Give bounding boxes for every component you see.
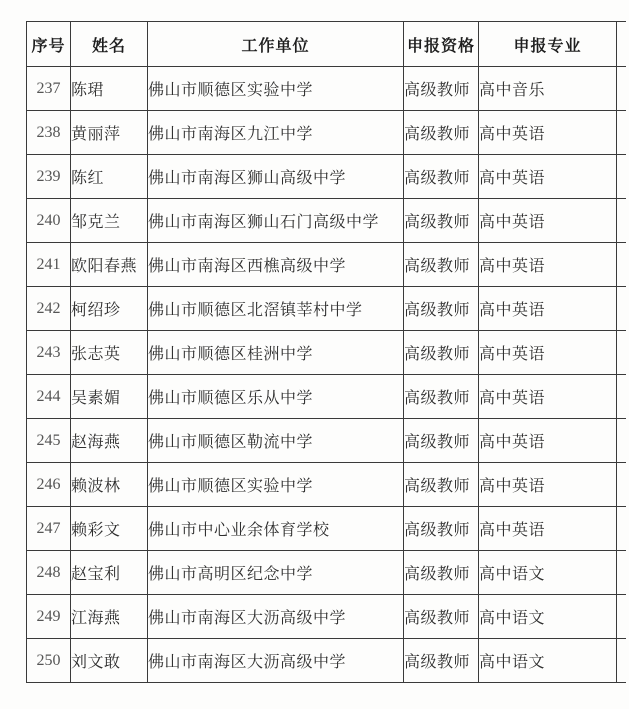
cell-major: 高中英语 [479,199,617,243]
cell-major: 高中英语 [479,155,617,199]
cell-no: 242 [27,287,71,331]
cell-qualification: 高级教师 [404,463,479,507]
cell-name: 赖波林 [71,463,148,507]
cell-name: 柯绍珍 [71,287,148,331]
cell-unit: 佛山市南海区大沥高级中学 [148,595,404,639]
header-name: 姓名 [71,22,148,67]
cell-qualification: 高级教师 [404,155,479,199]
cell-major: 高中语文 [479,551,617,595]
cell-unit: 佛山市南海区狮山高级中学 [148,155,404,199]
cell-qualification: 高级教师 [404,507,479,551]
cell-qualification: 高级教师 [404,287,479,331]
table-row [27,463,629,507]
cell-major: 高中英语 [479,331,617,375]
cell-unit: 佛山市南海区狮山石门高级中学 [148,199,404,243]
cell-no: 248 [27,551,71,595]
cell-major: 高中英语 [479,463,617,507]
cell-qualification: 高级教师 [404,639,479,683]
cell-name: 陈红 [71,155,148,199]
cell-major: 高中英语 [479,419,617,463]
cell-unit: 佛山市顺德区北滘镇莘村中学 [148,287,404,331]
table-row [27,67,629,111]
cell-no: 239 [27,155,71,199]
cell-name: 欧阳春燕 [71,243,148,287]
cell-no: 244 [27,375,71,419]
cell-name: 赵海燕 [71,419,148,463]
cell-unit: 佛山市顺德区勒流中学 [148,419,404,463]
table-row [27,375,629,419]
cell-no: 240 [27,199,71,243]
cell-qualification: 高级教师 [404,595,479,639]
cell-name: 黄丽萍 [71,111,148,155]
cell-unit: 佛山市南海区大沥高级中学 [148,639,404,683]
cell-name: 张志英 [71,331,148,375]
header-major: 申报专业 [479,22,617,67]
cell-name: 刘文敢 [71,639,148,683]
cell-qualification: 高级教师 [404,199,479,243]
table-row [27,419,629,463]
cell-major: 高中英语 [479,243,617,287]
cell-unit: 佛山市顺德区实验中学 [148,67,404,111]
cell-qualification: 高级教师 [404,331,479,375]
cell-unit: 佛山市顺德区实验中学 [148,463,404,507]
table-row [27,551,629,595]
applicant-table [26,21,629,683]
cell-no: 247 [27,507,71,551]
table-body [27,67,629,683]
table-row [27,331,629,375]
cell-major: 高中语文 [479,639,617,683]
cell-name: 赖彩文 [71,507,148,551]
table-row [27,595,629,639]
cell-major: 高中语文 [479,595,617,639]
cell-qualification: 高级教师 [404,243,479,287]
cell-qualification: 高级教师 [404,551,479,595]
cell-major: 高中英语 [479,287,617,331]
cell-name: 江海燕 [71,595,148,639]
cell-unit: 佛山市南海区西樵高级中学 [148,243,404,287]
cell-qualification: 高级教师 [404,67,479,111]
cell-no: 241 [27,243,71,287]
cell-no: 245 [27,419,71,463]
header-unit: 工作单位 [148,22,404,67]
cell-no: 238 [27,111,71,155]
cell-name: 吴素媚 [71,375,148,419]
cell-unit: 佛山市顺德区桂洲中学 [148,331,404,375]
cell-unit: 佛山市顺德区乐从中学 [148,375,404,419]
cell-major: 高中音乐 [479,67,617,111]
table-row [27,243,629,287]
cell-major: 高中英语 [479,111,617,155]
table-header-row [27,22,629,67]
cell-name: 陈珺 [71,67,148,111]
cell-no: 243 [27,331,71,375]
table-row [27,639,629,683]
cell-no: 246 [27,463,71,507]
table-row [27,507,629,551]
cell-unit: 佛山市南海区九江中学 [148,111,404,155]
cell-no: 250 [27,639,71,683]
header-qualification: 申报资格 [404,22,479,67]
cell-major: 高中英语 [479,507,617,551]
cell-name: 邹克兰 [71,199,148,243]
table-row [27,199,629,243]
cell-qualification: 高级教师 [404,111,479,155]
table-row [27,155,629,199]
cell-no: 237 [27,67,71,111]
cell-no: 249 [27,595,71,639]
table-row [27,111,629,155]
cell-unit: 佛山市中心业余体育学校 [148,507,404,551]
cell-qualification: 高级教师 [404,375,479,419]
cell-name: 赵宝利 [71,551,148,595]
cell-major: 高中英语 [479,375,617,419]
cell-unit: 佛山市高明区纪念中学 [148,551,404,595]
header-no: 序号 [27,22,71,67]
cell-qualification: 高级教师 [404,419,479,463]
table-row [27,287,629,331]
